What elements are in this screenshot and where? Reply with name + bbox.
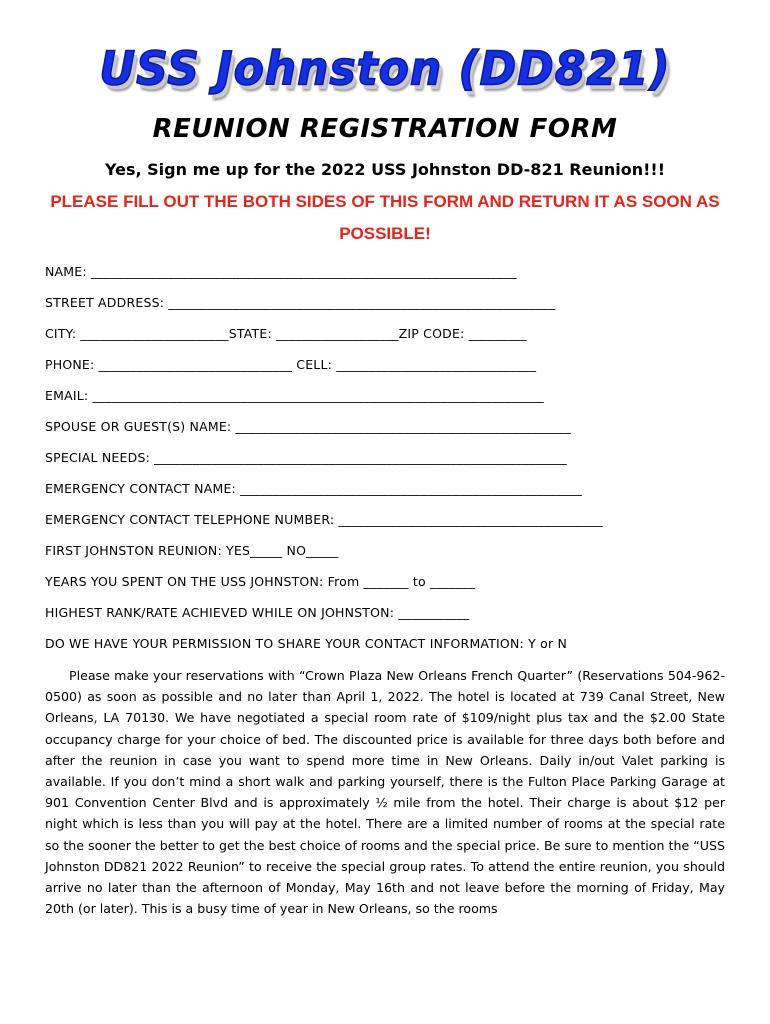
- special-needs-field[interactable]: SPECIAL NEEDS: ________________________________________________________________: [45, 450, 567, 465]
- street-address-field[interactable]: STREET ADDRESS: ____________________________________________________________: [45, 295, 556, 310]
- registration-fields: [45, 262, 725, 665]
- reservation-instructions: Please make your reservations with “Crown Plaza New Orleans French Quarter” (Reservations 504-962-0500) as soon as possible and no later than April 1, 2022. The hotel is located at 739 Canal Street, New Orleans, LA 70130. We have negotiated a special room rate of $109/night plus tax and the $2.00 State occupancy charge for your choice of bed. The discounted price is available for three days both before and after the reunion in case you want to spend more time in New Orleans. Daily in/out Valet parking is available. If you don’t mind a short walk and parking yourself, there is the Fulton Place Parking Garage at 901 Convention Center Blvd and is approximately ½ mile from the hotel. Their charge is about $12 per night which is less than you will pay at the hotel. There are a limited number of rooms at the special rate so the sooner the better to get the best choice of rooms and the special price. Be sure to mention the “USS Johnston DD821 2022 Reunion” to receive the special group rates. To attend the entire reunion, you should arrive no later than the afternoon of Monday, May 16th and not leave before the morning of Friday, May 20th (or later). This is a busy time of year in New Orleans, so the rooms: [45, 668, 725, 917]
- form-subtitle: Yes, Sign me up for the 2022 USS Johnston DD-821 Reunion!!!: [105, 160, 665, 179]
- logo-wordart: USS Johnston (DD821): [99, 42, 671, 97]
- highest-rank-field[interactable]: HIGHEST RANK/RATE ACHIEVED WHILE ON JOHNSTON: ___________: [45, 605, 470, 620]
- first-reunion-field[interactable]: FIRST JOHNSTON REUNION: YES_____ NO_____: [45, 543, 339, 558]
- return-notice: PLEASE FILL OUT THE BOTH SIDES OF THIS FORM AND RETURN IT AS SOON AS POSSIBLE!: [50, 192, 720, 243]
- logo-area: [0, 44, 770, 95]
- years-served-field[interactable]: YEARS YOU SPENT ON THE USS JOHNSTON: From _______ to _______: [45, 574, 476, 589]
- share-permission-field[interactable]: DO WE HAVE YOUR PERMISSION TO SHARE YOUR CONTACT INFORMATION: Y or N: [45, 636, 568, 651]
- emergency-contact-name-field[interactable]: EMERGENCY CONTACT NAME: _____________________________________________________: [45, 481, 582, 496]
- emergency-contact-phone-field[interactable]: EMERGENCY CONTACT TELEPHONE NUMBER: _________________________________________: [45, 512, 603, 527]
- spouse-guest-field[interactable]: SPOUSE OR GUEST(S) NAME: ____________________________________________________: [45, 419, 571, 434]
- form-title: REUNION REGISTRATION FORM: [152, 114, 618, 144]
- email-field[interactable]: EMAIL: ______________________________________________________________________: [45, 388, 544, 403]
- name-field[interactable]: NAME: __________________________________________________________________: [45, 264, 517, 279]
- city-state-zip-field[interactable]: CITY: _______________________STATE: ___________________ZIP CODE: _________: [45, 326, 527, 341]
- phone-cell-field[interactable]: PHONE: ______________________________ CELL: _______________________________: [45, 357, 537, 372]
